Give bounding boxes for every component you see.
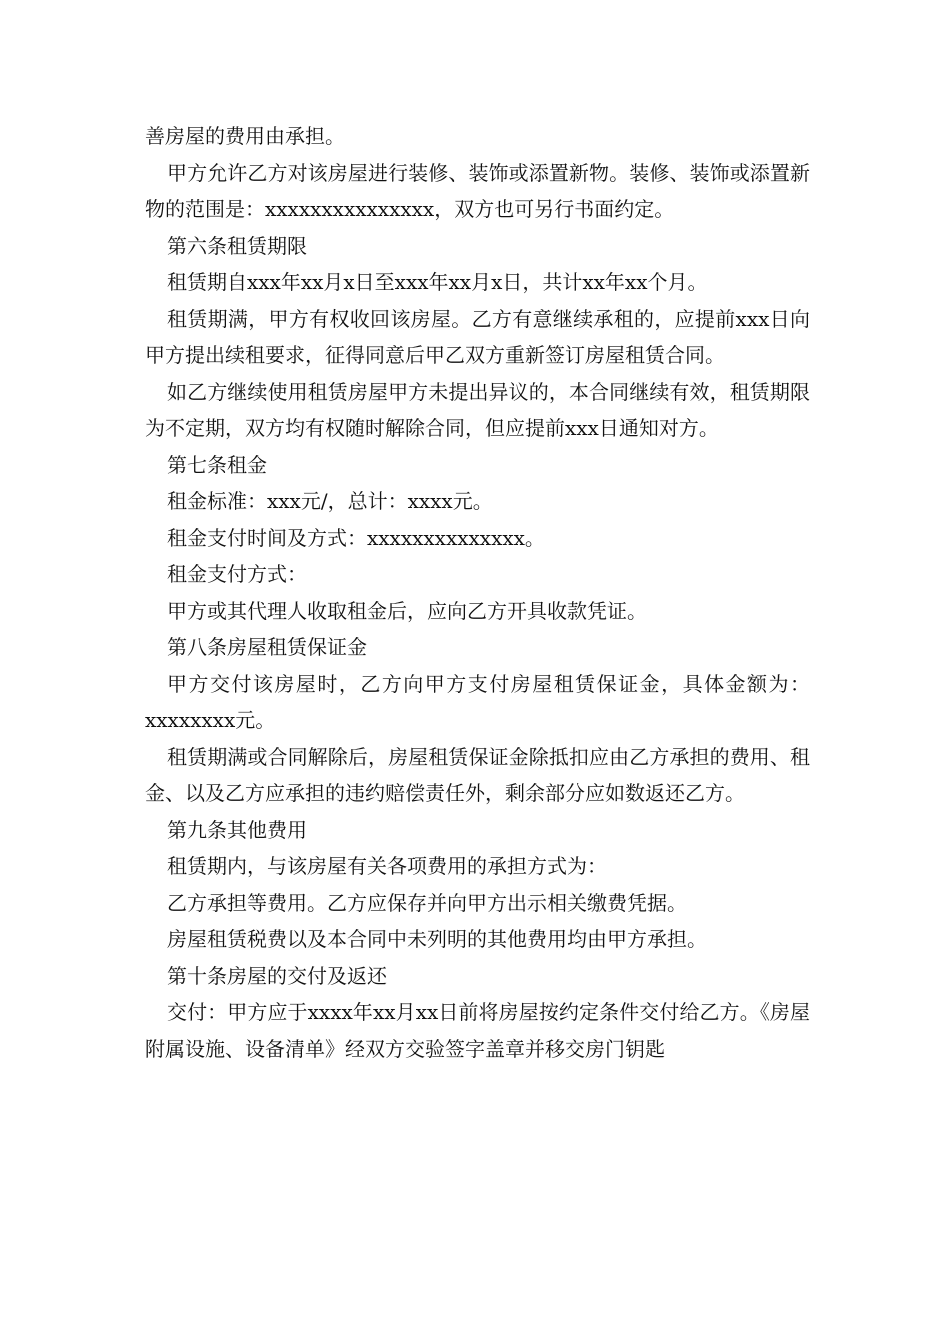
section-heading-delivery-return: 第十条房屋的交付及返还 bbox=[167, 963, 387, 988]
section-heading-other-fees: 第九条其他费用 bbox=[167, 817, 307, 842]
paragraph-rent-payment-time: 租金支付时间及方式：xxxxxxxxxxxxxx。 bbox=[167, 525, 545, 550]
paragraph-rent-standard: 租金标准：xxx元/，总计：xxxx元。 bbox=[167, 489, 493, 513]
paragraph-tenant-fees: 乙方承担等费用。乙方应保存并向甲方出示相关缴费凭据。 bbox=[167, 890, 687, 915]
paragraph-fee-bearing: 租赁期内，与该房屋有关各项费用的承担方式为： bbox=[167, 854, 607, 878]
document-body bbox=[145, 118, 810, 1067]
paragraph-indefinite-term: 如乙方继续使用租赁房屋甲方未提出异议的，本合同继续有效，租赁期限为不定期，双方均有权随时解除合同，但应提前xxx日通知对方。 bbox=[145, 379, 810, 440]
paragraph-lease-period: 租赁期自xxx年xx月x日至xxx年xx月x日，共计xx年xx个月。 bbox=[167, 270, 708, 294]
paragraph-deposit-amount: 甲方交付该房屋时，乙方向甲方支付房屋租赁保证金，具体金额为：xxxxxxxx元。 bbox=[145, 671, 810, 732]
paragraph-tax-fees: 房屋租赁税费以及本合同中未列明的其他费用均由甲方承担。 bbox=[167, 927, 707, 951]
paragraph-rent-payment-method: 租金支付方式： bbox=[167, 562, 307, 586]
paragraph-deposit-return: 租赁期满或合同解除后，房屋租赁保证金除抵扣应由乙方承担的费用、租金、以及乙方应承担的违约赔偿责任外，剩余部分应如数返还乙方。 bbox=[145, 744, 810, 805]
section-heading-deposit: 第八条房屋租赁保证金 bbox=[167, 635, 367, 659]
paragraph-continuation: 善房屋的费用由承担。 bbox=[145, 124, 345, 148]
paragraph-renovation-permission: 甲方允许乙方对该房屋进行装修、装饰或添置新物。装修、装饰或添置新物的范围是：xxxxxxxxxxxxxxx，双方也可另行书面约定。 bbox=[145, 160, 810, 221]
paragraph-delivery: 交付：甲方应于xxxx年xx月xx日前将房屋按约定条件交付给乙方。《房屋附属设施、设备清单》经双方交验签字盖章并移交房门钥匙 bbox=[145, 1000, 810, 1061]
paragraph-rent-receipt: 甲方或其代理人收取租金后，应向乙方开具收款凭证。 bbox=[167, 598, 647, 623]
section-heading-rent: 第七条租金 bbox=[167, 452, 267, 477]
paragraph-lease-renewal: 租赁期满，甲方有权收回该房屋。乙方有意继续承租的，应提前xxx日向甲方提出续租要求，征得同意后甲乙双方重新签订房屋租赁合同。 bbox=[145, 306, 810, 367]
section-heading-lease-term: 第六条租赁期限 bbox=[167, 233, 307, 258]
